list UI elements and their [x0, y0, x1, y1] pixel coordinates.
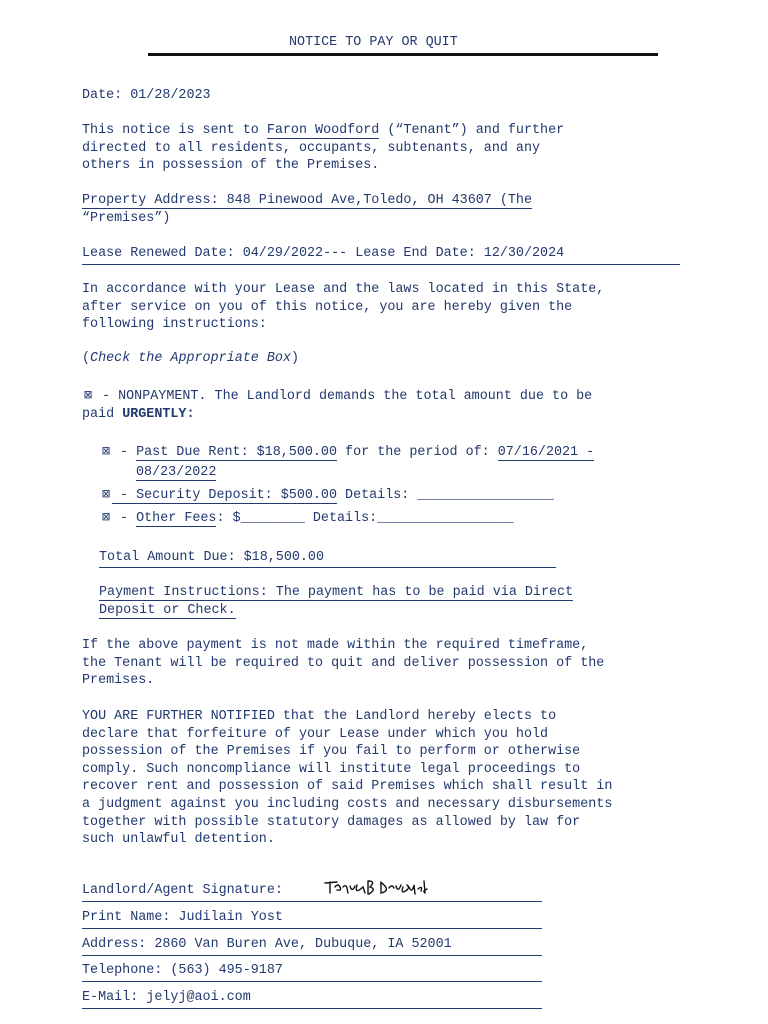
nonpayment-paragraph	[82, 388, 592, 423]
lease-dates-rule	[82, 264, 680, 265]
security-deposit-row	[100, 487, 554, 503]
total-amount-due: Total Amount Due: $18,500.00	[99, 550, 324, 565]
further-line: YOU ARE FURTHER NOTIFIED that the Landlord hereby elects to	[82, 709, 557, 724]
period-end-row	[136, 465, 216, 480]
nonpayment-line1: - NONPAYMENT. The Landlord demands the total amount due to be	[94, 389, 593, 404]
period-start: 07/16/2021 -	[497, 445, 595, 460]
further-line: such unlawful detention.	[82, 832, 275, 848]
past-due-checkbox[interactable]: ⊠	[101, 445, 111, 460]
further-line: possession of the Premises if you fail to perform or otherwise	[82, 744, 581, 760]
landlord-email: E-Mail: jelyj@aoi.com	[82, 990, 251, 1005]
property-line2: “Premises”)	[82, 210, 171, 226]
signature-label: Landlord/Agent Signature:	[82, 883, 283, 898]
tenant-name: Faron Woodford	[266, 123, 380, 138]
check-box-instruction	[82, 351, 299, 366]
nonpayment-checkbox[interactable]: ⊠	[83, 389, 93, 404]
intro-pre: This notice is sent to	[82, 123, 267, 138]
further-line: together with possible statutory damages as allowed by law for	[82, 814, 581, 830]
other-fees-row	[100, 510, 514, 526]
property-line1: Property Address: 848 Pinewood Ave,Toledo, OH 43607 (The	[82, 193, 532, 208]
email-rule	[82, 1008, 542, 1009]
telephone-rule	[82, 981, 542, 982]
accordance-line1: In accordance with your Lease and the laws located in this State,	[82, 282, 605, 297]
past-due-sep: -	[112, 445, 137, 460]
further-notice-paragraph	[82, 708, 612, 849]
paren-open: (	[82, 351, 91, 366]
lease-dates: Lease Renewed Date: 04/29/2022--- Lease End Date: 12/30/2024	[82, 246, 565, 261]
payment-line1: Payment Instructions: The payment has to be paid via Direct	[99, 585, 574, 600]
intro-paragraph	[82, 122, 564, 175]
further-line: declare that forfeiture of your Lease under which you hold	[82, 726, 549, 742]
title-rule	[148, 53, 658, 56]
signature-rule	[82, 901, 542, 902]
print-name-rule	[82, 928, 542, 929]
payment-line2: Deposit or Check.	[99, 602, 236, 618]
quit-line: the Tenant will be required to quit and deliver possession of the	[82, 655, 605, 671]
total-rule	[99, 567, 556, 568]
address-rule	[82, 955, 542, 956]
urgently-label: URGENTLY:	[122, 406, 195, 422]
check-box-italic: Check the Appropriate Box	[90, 351, 291, 366]
period-end: 08/23/2022	[136, 465, 217, 480]
period-text: for the period of:	[337, 445, 498, 460]
quit-paragraph	[82, 637, 604, 690]
further-line: a judgment against you including costs and necessary disbursements	[82, 796, 613, 812]
landlord-telephone: Telephone: (563) 495-9187	[82, 963, 283, 978]
notice-date: Date: 01/28/2023	[82, 88, 211, 103]
intro-line2: directed to all residents, occupants, subtenants, and any	[82, 140, 541, 156]
paren-close: )	[290, 351, 299, 366]
security-checkbox[interactable]: ⊠	[101, 488, 111, 503]
security-details: Details: _________________	[337, 488, 554, 503]
accordance-line3: following instructions:	[82, 317, 267, 333]
intro-line3: others in possession of the Premises.	[82, 158, 380, 174]
document-title: NOTICE TO PAY OR QUIT	[289, 35, 458, 50]
further-line: comply. Such noncompliance will institute legal proceedings to	[82, 761, 581, 777]
intro-post: (“Tenant”) and further	[379, 123, 565, 138]
further-line: recover rent and possession of said Premises which shall result in	[82, 779, 613, 795]
accordance-paragraph	[82, 281, 604, 334]
nonpayment-line2-pre: paid	[82, 406, 123, 422]
property-address	[82, 192, 532, 227]
other-fees-label: Other Fees	[136, 511, 217, 526]
quit-line: If the above payment is not made within the required timeframe,	[82, 638, 589, 653]
other-fees-rest: : $________ Details:_________________	[216, 511, 514, 526]
accordance-line2: after service on you of this notice, you are hereby given the	[82, 299, 573, 315]
past-due-row	[100, 444, 594, 460]
other-fees-checkbox[interactable]: ⊠	[101, 511, 111, 526]
quit-line: Premises.	[82, 673, 155, 689]
handwritten-signature	[323, 877, 438, 899]
security-label: - Security Deposit: $500.00	[112, 488, 337, 503]
landlord-address: Address: 2860 Van Buren Ave, Dubuque, IA 52001	[82, 937, 452, 952]
payment-instructions	[99, 584, 573, 619]
past-due-label: Past Due Rent: $18,500.00	[136, 445, 338, 460]
print-name: Print Name: Judilain Yost	[82, 910, 283, 925]
other-sep: -	[112, 511, 137, 526]
